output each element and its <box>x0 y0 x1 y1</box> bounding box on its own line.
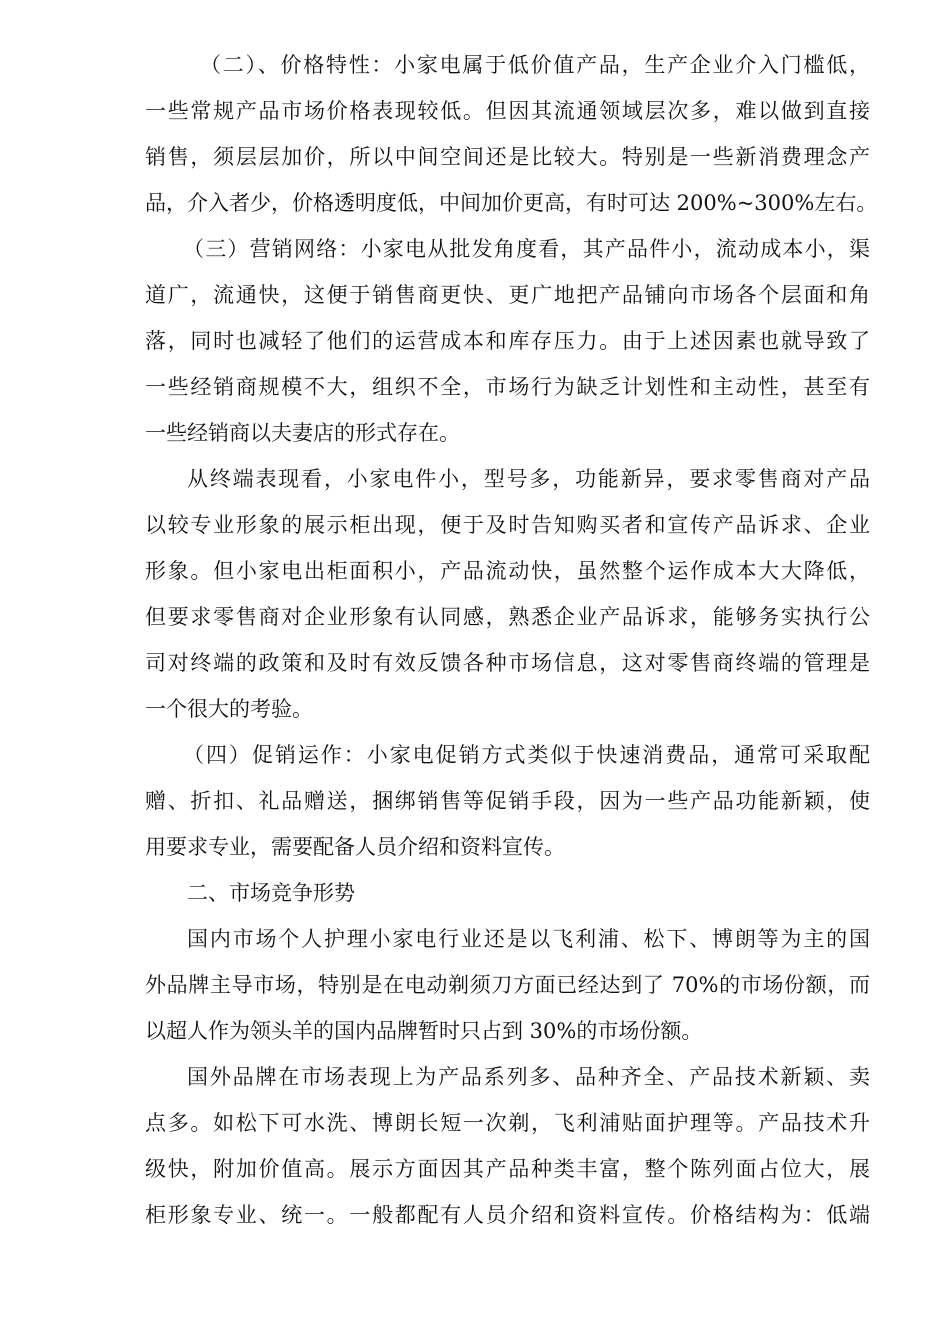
text-line: 以超人作为领头羊的国内品牌暂时只占到 30%的市场份额。 <box>145 1019 703 1043</box>
text-line: 司对终端的政策和及时有效反馈各种市场信息，这对零售商终端的管理是 <box>145 651 870 675</box>
paragraph-domestic-market <box>145 916 870 1054</box>
section-heading <box>145 870 870 916</box>
text-line: 外品牌主导市场，特别是在电动剃须刀方面已经达到了 70%的市场份额，而 <box>145 973 870 997</box>
text-line: 从终端表现看，小家电件小，型号多，功能新异，要求零售商对产品 <box>187 467 870 491</box>
text-line: 道广，流通快，这便于销售商更快、更广地把产品铺向市场各个层面和角 <box>145 283 870 307</box>
text-line: 点多。如松下可水洗、博朗长短一次剃，飞利浦贴面护理等。产品技术升 <box>145 1111 870 1135</box>
paragraph-price-features <box>145 42 878 226</box>
text-line: 一些经销商规模不大，组织不全，市场行为缺乏计划性和主动性，甚至有 <box>145 375 870 399</box>
text-line: 国外品牌在市场表现上为产品系列多、品种齐全、产品技术新颖、卖 <box>187 1065 870 1089</box>
paragraph-terminal-performance <box>145 456 870 732</box>
text-line: 以较专业形象的展示柜出现，便于及时告知购买者和宣传产品诉求、企业 <box>145 513 870 537</box>
text-line: 级快，附加价值高。展示方面因其产品种类丰富，整个陈列面占位大，展 <box>145 1157 870 1181</box>
text-line: 但要求零售商对企业形象有认同感，熟悉企业产品诉求，能够务实执行公 <box>145 605 870 629</box>
paragraph-marketing-network <box>145 226 870 456</box>
text-line: 一个很大的考验。 <box>145 697 313 721</box>
text-line: （二）、价格特性：小家电属于低价值产品，生产企业介入门槛低， <box>200 53 870 77</box>
text-line: （三）营销网络：小家电从批发角度看，其产品件小，流动成本小，渠 <box>183 237 870 261</box>
text-line: 品，介入者少，价格透明度低，中间加价更高，有时可达 200%~300%左右。 <box>145 191 878 215</box>
text-line: 落，同时也减轻了他们的运营成本和库存压力。由于上述因素也就导致了 <box>145 329 870 353</box>
text-line: 形象。但小家电出柜面积小，产品流动快，虽然整个运作成本大大降低， <box>145 559 870 583</box>
text-line: 一些常规产品市场价格表现较低。但因其流通领域层次多，难以做到直接 <box>145 99 870 123</box>
paragraph-promotion-operation <box>145 732 870 870</box>
text-line: 柜形象专业、统一。一般都配有人员介绍和资料宣传。价格结构为：低端 <box>145 1203 870 1227</box>
text-line: （四）促销运作：小家电促销方式类似于快速消费品，通常可采取配 <box>183 743 870 767</box>
paragraph-foreign-brands <box>145 1054 870 1238</box>
text-line: 国内市场个人护理小家电行业还是以飞利浦、松下、博朗等为主的国 <box>187 927 870 951</box>
text-line: 销售，须层层加价，所以中间空间还是比较大。特别是一些新消费理念产 <box>145 145 870 169</box>
document-body <box>145 42 878 1238</box>
text-line: 一些经销商以夫妻店的形式存在。 <box>145 421 460 445</box>
text-line: 赠、折扣、礼品赠送，捆绑销售等促销手段，因为一些产品功能新颖，使 <box>145 789 870 813</box>
text-line: 用要求专业，需要配备人员介绍和资料宣传。 <box>145 835 565 859</box>
heading-text: 二、市场竞争形势 <box>187 881 355 905</box>
